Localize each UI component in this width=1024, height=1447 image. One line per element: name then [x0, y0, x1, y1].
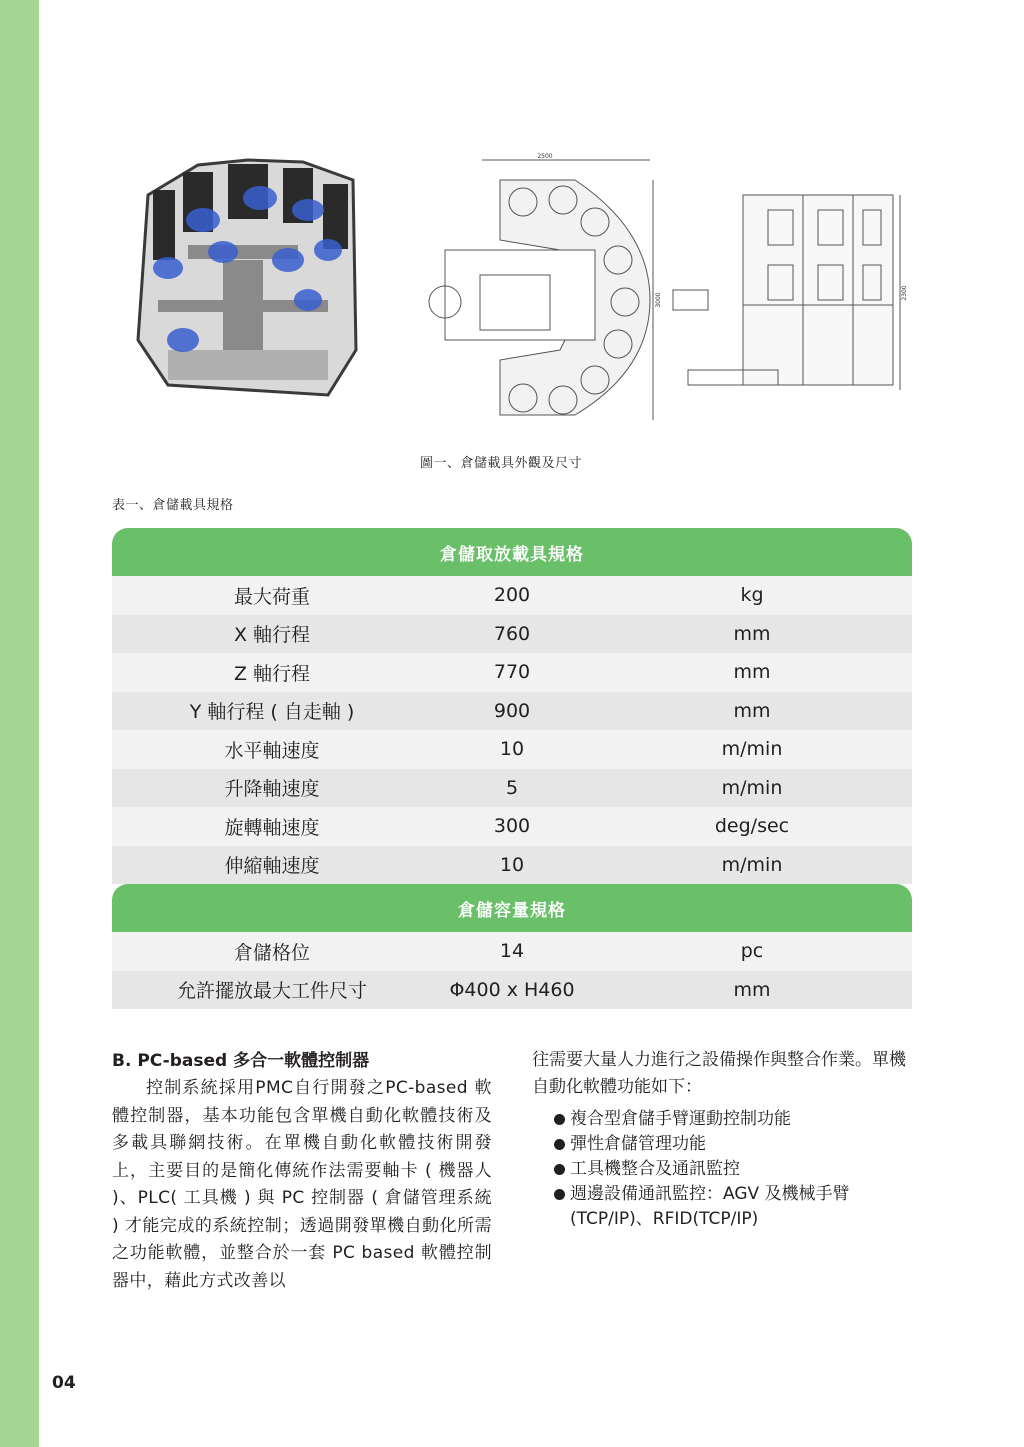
spec-item: 旋轉軸速度: [224, 816, 320, 839]
bullet-icon: [554, 1164, 565, 1175]
dim-height-label: 2300: [901, 285, 908, 301]
figure-caption: 圖一、倉儲載具外觀及尺寸: [420, 456, 583, 471]
feature-list: [532, 1107, 912, 1232]
spec-unit: m/min: [721, 738, 783, 761]
table-row: [112, 576, 912, 615]
spec-item: 允許擺放最大工件尺寸: [176, 980, 367, 1003]
list-item: [532, 1107, 912, 1132]
table-row: [112, 971, 912, 1010]
spec-value: 900: [493, 699, 531, 722]
spec-unit: mm: [733, 622, 771, 645]
storage-3d-render: [128, 150, 368, 420]
section-b-right-column: [532, 1047, 912, 1232]
section-header-capacity: 倉儲容量規格: [112, 884, 912, 932]
spec-table: [112, 528, 912, 1009]
spec-item: 伸縮軸速度: [224, 855, 320, 878]
spec-value: 200: [493, 584, 531, 607]
spec-unit: m/min: [721, 853, 783, 876]
section-b-paragraph-right: 往需要大量人力進行之設備操作與整合作業。單機自動化軟體功能如下：: [532, 1050, 906, 1097]
spec-value: 770: [493, 661, 531, 684]
dim-depth-label: 3000: [655, 292, 662, 308]
list-item: [532, 1182, 912, 1232]
dim-width-label: 2500: [537, 153, 553, 160]
table-row: [112, 846, 912, 885]
side-view-drawing: [668, 185, 913, 400]
section-b-heading: B. PC-based 多合一軟體控制器: [112, 1051, 370, 1071]
table-row: [112, 615, 912, 654]
spec-unit: mm: [733, 978, 771, 1001]
side-color-bar: [0, 0, 39, 1447]
spec-value: 760: [493, 622, 531, 645]
table-row: [112, 807, 912, 846]
table-row: [112, 653, 912, 692]
bullet-icon: [554, 1189, 565, 1200]
table-caption: 表一、倉儲載具規格: [112, 498, 234, 513]
spec-unit: pc: [740, 940, 764, 963]
section-b-left-column: [112, 1047, 492, 1295]
spec-item: Z 軸行程: [233, 662, 311, 685]
spec-item: 升降軸速度: [224, 778, 320, 801]
spec-item: 倉儲格位: [233, 941, 310, 964]
list-item-text: 彈性倉儲管理功能: [570, 1134, 706, 1154]
spec-value: 10: [499, 853, 525, 876]
table-row: [112, 692, 912, 731]
list-item: [532, 1157, 912, 1182]
spec-item: Y 軸行程 ( 自走軸 ): [189, 701, 355, 724]
spec-unit: mm: [733, 661, 771, 684]
section-b-paragraph-left: 控制系統採用PMC自行開發之PC-based 軟體控制器，基本功能包含單機自動化軟體技術及多載具聯網技術。在單機自動化軟體技術開發上，主要目的是簡化傳統作法需要軸卡 ( 機器人 )、PLC( 工具機 ) 與 PC 控制器 ( 倉儲管理系統 ) 才能完成的系統控制；透過開發單機自動化所需之功能軟體，並整合於一套 PC based 軟體控制器中，藉此方式改善以: [112, 1078, 492, 1291]
page-number: 04: [52, 1373, 76, 1393]
list-item-text: 週邊設備通訊監控：AGV 及機械手臂 (TCP/IP)、RFID(TCP/IP): [570, 1184, 850, 1229]
spec-unit: deg/sec: [714, 815, 790, 838]
spec-value: 14: [499, 940, 525, 963]
list-item-text: 複合型倉儲手臂運動控制功能: [570, 1109, 791, 1129]
top-view-drawing: [420, 150, 670, 430]
spec-unit: m/min: [721, 776, 783, 799]
spec-item: 最大荷重: [233, 585, 310, 608]
spec-value: 5: [505, 776, 519, 799]
spec-item: 水平軸速度: [224, 739, 320, 762]
table-row: [112, 730, 912, 769]
spec-value: 300: [493, 815, 531, 838]
list-item-text: 工具機整合及通訊監控: [570, 1159, 740, 1179]
spec-value: 10: [499, 738, 525, 761]
list-item: [532, 1132, 912, 1157]
spec-unit: mm: [733, 699, 771, 722]
spec-unit: kg: [740, 584, 764, 607]
bullet-icon: [554, 1114, 565, 1125]
table-row: [112, 932, 912, 971]
section-header-carrier: 倉儲取放載具規格: [112, 528, 912, 576]
bullet-icon: [554, 1139, 565, 1150]
spec-item: X 軸行程: [233, 624, 311, 647]
table-row: [112, 769, 912, 808]
spec-value: Φ400 x H460: [449, 978, 575, 1001]
